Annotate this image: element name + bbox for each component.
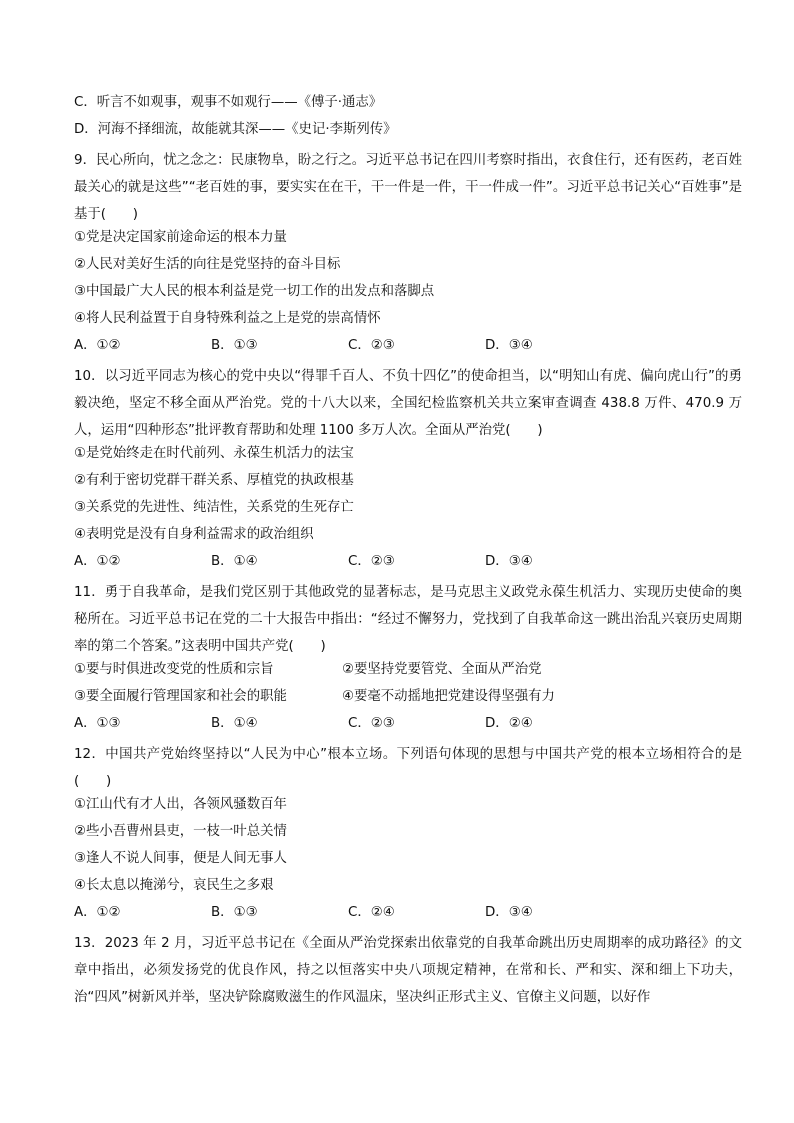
- choice-a: A．①②: [74, 554, 121, 569]
- question-9-item: ②人民对美好生活的向往是党坚持的奋斗目标: [74, 257, 341, 272]
- question-11-item: ④要毫不动摇地把党建设得坚强有力: [342, 689, 555, 704]
- question-12-choices: [74, 903, 742, 930]
- choice-d: D．③④: [485, 554, 533, 569]
- question-11-choices: [74, 714, 742, 741]
- choice-c: C．②③: [348, 338, 395, 353]
- choice-b: B．①③: [211, 905, 258, 920]
- question-12-item: ②些小吾曹州县吏，一枝一叶总关情: [74, 824, 287, 839]
- question-9-choices: [74, 336, 742, 363]
- question-11-item: ①要与时俱进改变党的性质和宗旨: [74, 662, 274, 677]
- choice-b: B．①④: [211, 554, 258, 569]
- question-10-item: ④表明党是没有自身利益需求的政治组织: [74, 527, 314, 542]
- question-10-item: ①是党始终走在时代前列、永葆生机活力的法宝: [74, 446, 354, 461]
- choice-a: A．①③: [74, 716, 121, 731]
- question-9-item: ①党是决定国家前途命运的根本力量: [74, 230, 287, 245]
- question-12-item: ④长太息以掩涕兮，哀民生之多艰: [74, 878, 274, 893]
- choice-a: A．①②: [74, 338, 121, 353]
- question-9-stem: 9．民心所向，忧之念之：民康物阜，盼之行之。习近平总书记在四川考察时指出，衣食住行，还有医药，老百姓最关心的就是这些”“老百姓的事，要实实在在干，干一件是一件，干一件成一件”。习近平总书记关心“百姓事”是基于( ): [74, 153, 742, 222]
- question-10-stem: 10．以习近平同志为核心的党中央以“得罪千百人、不负十四亿”的使命担当，以“明知山有虎、偏向虎山行”的勇毅决绝，坚定不移全面从严治党。党的十八大以来，全国纪检监察机关共立案审查调查 438.8 万件、470.9 万人，运用“四种形态”批评教育帮助和处理 1100 多万人次。全面从严治党( ): [74, 369, 742, 438]
- question-12-item: ③逢人不说人间事，便是人间无事人: [74, 851, 287, 866]
- question-9-item: ④将人民利益置于自身特殊利益之上是党的崇高情怀: [74, 311, 381, 326]
- choice-d: D．②④: [485, 716, 533, 731]
- choice-a: A．①②: [74, 905, 121, 920]
- choice-c: C．②④: [348, 905, 395, 920]
- page-content: [74, 93, 742, 1011]
- question-11-items-row-1: [74, 660, 742, 687]
- prev-option-c: C．听言不如观事，观事不如观行——《傅子·通志》: [74, 95, 383, 110]
- question-10-item: ③关系党的先进性、纯洁性，关系党的生死存亡: [74, 500, 354, 515]
- choice-c: C．②③: [348, 716, 395, 731]
- question-10-choices: [74, 552, 742, 579]
- choice-b: B．①③: [211, 338, 258, 353]
- question-11-item: ②要坚持党要管党、全面从严治党: [342, 662, 542, 677]
- choice-d: D．③④: [485, 905, 533, 920]
- question-12-item: ①江山代有才人出，各领风骚数百年: [74, 797, 287, 812]
- choice-d: D．③④: [485, 338, 533, 353]
- choice-b: B．①④: [211, 716, 258, 731]
- question-11-stem: 11．勇于自我革命，是我们党区别于其他政党的显著标志，是马克思主义政党永葆生机活力、实现历史使命的奥秘所在。习近平总书记在党的二十大报告中指出：“经过不懈努力，党找到了自我革命这一跳出治乱兴衰历史周期率的第二个答案。”这表明中国共产党( ): [74, 585, 742, 654]
- question-10-item: ②有利于密切党群干群关系、厚植党的执政根基: [74, 473, 354, 488]
- prev-option-d: D．河海不择细流，故能就其深——《史记·李斯列传》: [74, 122, 397, 137]
- question-12-stem: 12．中国共产党始终坚持以“人民为中心”根本立场。下列语句体现的思想与中国共产党的根本立场相符合的是( ): [74, 747, 742, 789]
- question-9-item: ③中国最广大人民的根本利益是党一切工作的出发点和落脚点: [74, 284, 435, 299]
- question-11-item: ③要全面履行管理国家和社会的职能: [74, 689, 287, 704]
- choice-c: C．②③: [348, 554, 395, 569]
- question-13-stem: 13．2023 年 2 月，习近平总书记在《全面从严治党探索出依靠党的自我革命跳出历史周期率的成功路径》的文章中指出，必须发扬党的优良作风，持之以恒落实中央八项规定精神，在常和长、严和实、深和细上下功夫，治“四风”树新风并举，坚决铲除腐败滋生的作风温床，坚决纠正形式主义、官僚主义问题，以好作: [74, 936, 742, 1005]
- question-11-items-row-2: [74, 687, 742, 714]
